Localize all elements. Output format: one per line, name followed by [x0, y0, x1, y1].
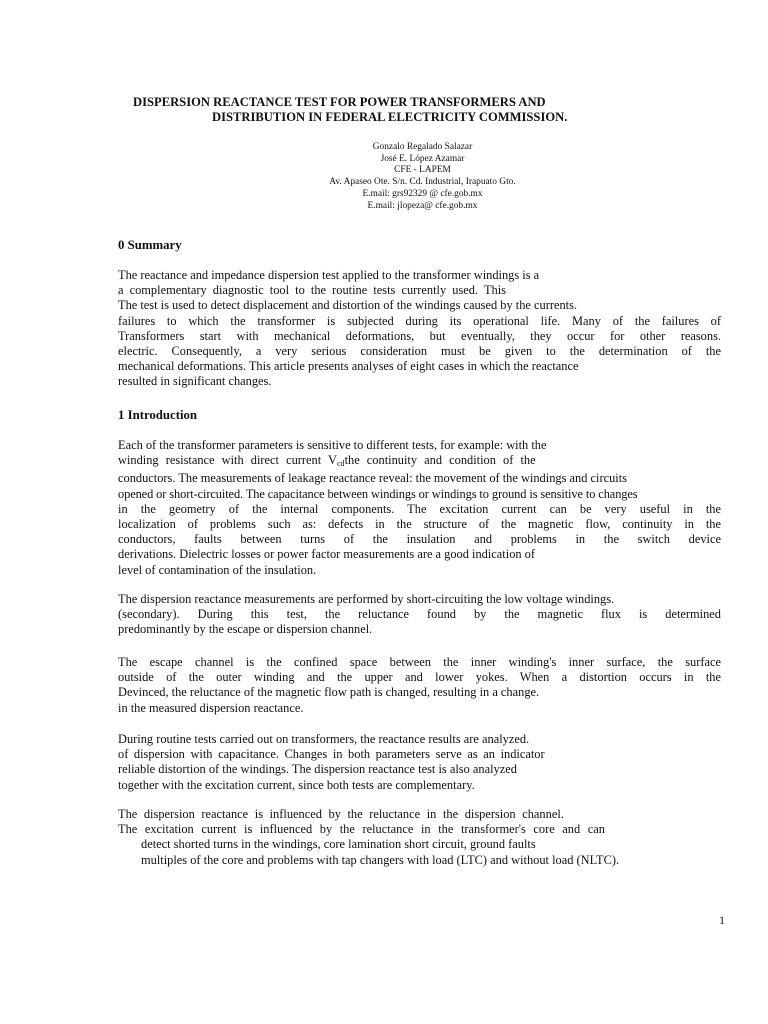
- intro-paragraph-5: [118, 807, 721, 868]
- text-line: opened or short-circuited. The capacitance between windings or windings to ground is sensitive to changes: [118, 486, 638, 501]
- text-line: multiples of the core and problems with tap changers with load (LTC) and without load (NLTC).: [141, 852, 620, 867]
- summary-paragraph: [118, 268, 721, 390]
- text-line: During routine tests carried out on transformers, the reactance results are analyzed.: [118, 732, 530, 746]
- text-line: conductors, faults between turns of the insulation and problems in the switch device: [118, 532, 721, 547]
- text-line: electric. Consequently, a very serious consideration must be given to the determination of the: [118, 344, 721, 359]
- text-line: predominantly by the escape or dispersion channel.: [118, 622, 373, 637]
- intro-paragraph-2: [118, 592, 721, 638]
- text-line: (secondary). During this test, the reluctance found by the magnetic flux is determined: [118, 607, 721, 622]
- text-line: Transformers start with mechanical deformations, but eventually, they occur for other reasons.: [118, 328, 721, 343]
- text-line: Devinced, the reluctance of the magnetic flow path is changed, resulting in a change.: [118, 685, 540, 700]
- author-block: [0, 142, 768, 212]
- text-line: The reactance and impedance dispersion test applied to the transformer windings is a: [118, 268, 540, 282]
- title-line-1: DISPERSION REACTANCE TEST FOR POWER TRANSFORMERS AND: [133, 95, 546, 109]
- intro-paragraph-4: [118, 732, 721, 793]
- author-email: E.mail: jlopeza@ cfe.gob.mx: [367, 200, 478, 211]
- text-line: derivations. Dielectric losses or power factor measurements are a good indication of: [118, 547, 536, 562]
- text-line: The test is used to detect displacement and distortion of the windings caused by the currents.: [118, 298, 578, 313]
- text-line: The excitation current is influenced by the reluctance in the transformer's core and can: [118, 822, 605, 837]
- text-line: of dispersion with capacitance. Changes in both parameters serve as an indicator: [118, 747, 545, 762]
- text-line: in the measured dispersion reactance.: [118, 700, 304, 715]
- page-number: 1: [719, 913, 725, 927]
- author-address: Av. Apaseo Ote. S/n. Cd. Industrial, Irapuato Gto.: [329, 177, 516, 188]
- introduction-heading: 1 Introduction: [118, 408, 198, 422]
- text-line: The dispersion reactance measurements are performed by short-circuiting the low voltage windings.: [118, 592, 615, 606]
- subscript: cd: [337, 459, 345, 469]
- text-line: The dispersion reactance is influenced by the reluctance in the dispersion channel.: [118, 807, 564, 821]
- text-line: The escape channel is the confined space between the inner winding's inner surface, the surface: [118, 655, 721, 669]
- summary-heading: 0 Summary: [118, 238, 182, 252]
- text-line: together with the excitation current, since both tests are complementary.: [118, 777, 475, 792]
- author-email: E.mail: grs92329 @ cfe.gob.mx: [362, 188, 483, 199]
- intro-paragraph-1: [118, 438, 721, 578]
- text-line: Each of the transformer parameters is sensitive to different tests, for example: with the: [118, 438, 547, 452]
- text-line: reliable distortion of the windings. The dispersion reactance test is also analyzed: [118, 762, 517, 777]
- text-line: level of contamination of the insulation.: [118, 562, 317, 577]
- author-name: José E. López Azamar: [380, 153, 465, 164]
- text-line: mechanical deformations. This article presents analyses of eight cases in which the reactance: [118, 359, 579, 374]
- text-line: outside of the outer winding and the upper and lower yokes. When a distortion occurs in the: [118, 670, 721, 685]
- text-line: failures to which the transformer is subjected during its operational life. Many of the failures of: [118, 313, 721, 328]
- title-line-2: DISTRIBUTION IN FEDERAL ELECTRICITY COMMISSION.: [212, 110, 568, 124]
- text-segment: the continuity and condition of the: [344, 453, 536, 468]
- text-line: a complementary diagnostic tool to the routine tests currently used. This: [118, 283, 506, 298]
- text-line: in the geometry of the internal components. The excitation current can be very useful in the: [118, 501, 721, 516]
- text-segment: winding resistance with direct current V: [118, 453, 337, 468]
- author-affiliation: CFE - LAPEM: [394, 165, 451, 176]
- text-line: [118, 453, 721, 471]
- intro-paragraph-3: [118, 655, 721, 716]
- text-line: resulted in significant changes.: [118, 374, 272, 389]
- text-line: localization of problems such as: defects in the structure of the magnetic flow, continuity in the: [118, 517, 721, 532]
- text-line: conductors. The measurements of leakage reactance reveal: the movement of the windings and circuits: [118, 471, 627, 486]
- text-line: detect shorted turns in the windings, core lamination short circuit, ground faults: [141, 837, 536, 852]
- author-name: Gonzalo Regalado Salazar: [372, 142, 473, 152]
